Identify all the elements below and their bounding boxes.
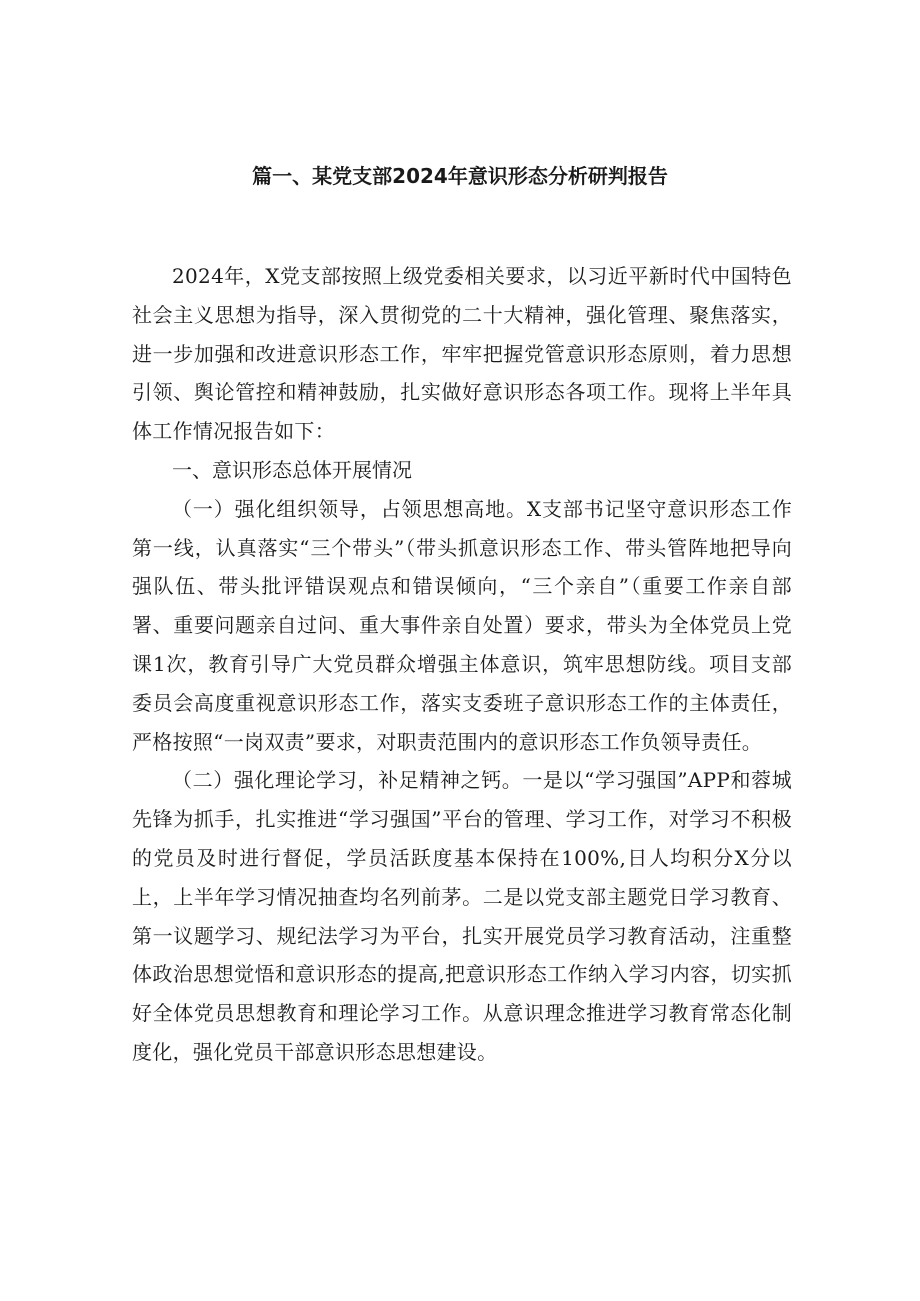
section-paragraph-1: （一）强化组织领导，占领思想高地。X支部书记坚守意识形态工作第一线，认真落实“三个带头”（带头抓意识形态工作、带头管阵地把导向强队伍、带头批评错误观点和错误倾向，“三个亲自”（重要工作亲自部署、重要问题亲自过问、重大事件亲自处置）要求，带头为全体党员上党课1次，教育引导广大党员群众增强主体意识，筑牢思想防线。项目支部委员会高度重视意识形态工作，落实支委班子意识形态工作的主体责任，严格按照“一岗双责”要求，对职责范围内的意识形态工作负领导责任。 (132, 496, 792, 754)
section-paragraph-2: （二）强化理论学习，补足精神之钙。一是以“学习强国”APP和蓉城先锋为抓手，扎实推进“学习强国”平台的管理、学习工作，对学习不积极的党员及时进行督促，学员活跃度基本保持在100%,日人均积分X分以上，上半年学习情况抽查均名列前茅。二是以党支部主题党日学习教育、第一议题学习、规纪法学习为平台，扎实开展党员学习教育活动，注重整体政治思想觉悟和意识形态的提高,把意识形态工作纳入学习内容，切实抓好全体党员思想教育和理论学习工作。从意识理念推进学习教育常态化制度化，强化党员干部意识形态思想建设。 (132, 768, 792, 1064)
intro-paragraph: 2024年，X党支部按照上级党委相关要求，以习近平新时代中国特色社会主义思想为指导，深入贯彻党的二十大精神，强化管理、聚焦落实，进一步加强和改进意识形态工作，牢牢把握党管意识形态原则，着力思想引领、舆论管控和精神鼓励，扎实做好意识形态各项工作。现将上半年具体工作情况报告如下： (132, 264, 792, 444)
document-body (132, 257, 792, 1072)
document-title: 篇一、某党支部2024年意识形态分析研判报告 (252, 164, 668, 188)
section-heading: 一、意识形态总体开展情况 (172, 457, 412, 482)
